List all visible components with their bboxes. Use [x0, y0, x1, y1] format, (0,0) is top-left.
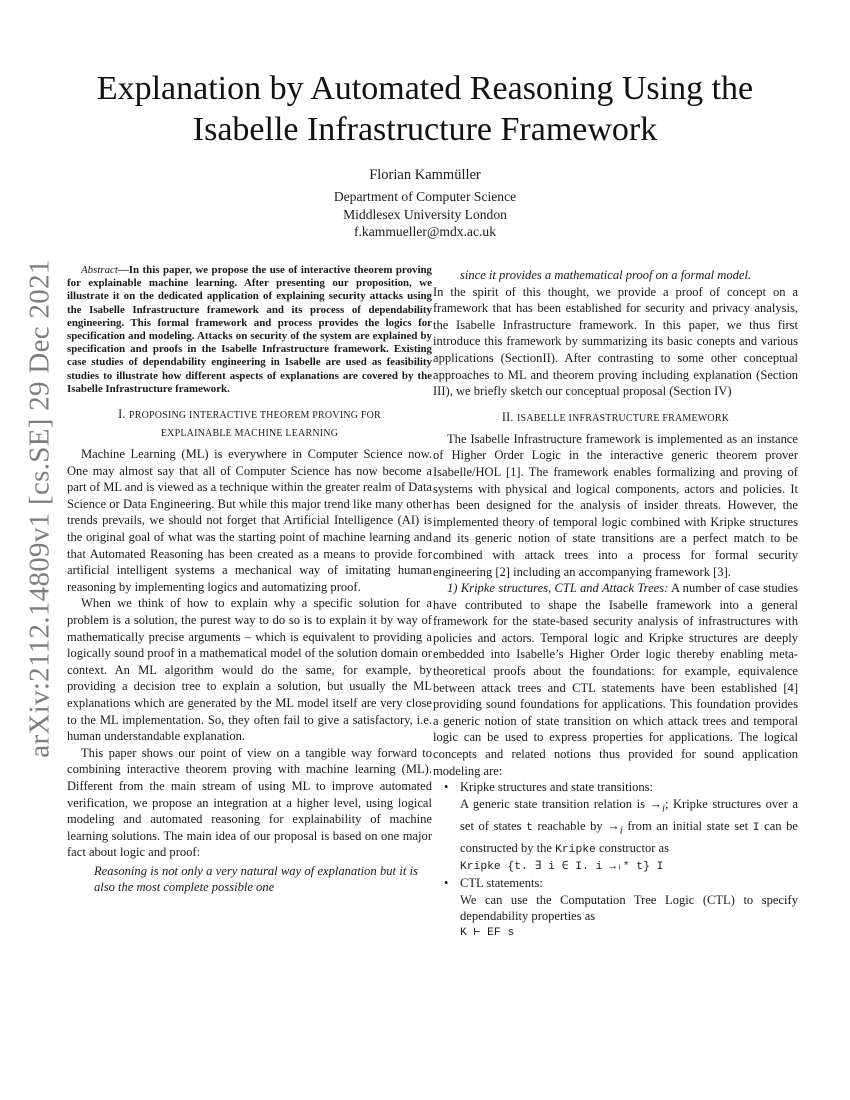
section-1-paragraph-2: When we think of how to explain why a specific solution for a problem is a solution, the purest way to do so is to explain it by way of mathematically precise arguments – which is equivalent to providing a logically sound proof in a mathematical model of the solution domain or context. An ML algorithm would do the same, for example, by providing a decision tree to explain a solution, but usually the ML explanations which are generated by the ML model itself are very close to the ML implementation. So, they often fail to give a satisfactory, i.e. human understandable explanation.	[67, 596, 432, 744]
quote-part-2: since it provides a mathematical proof on a formal model.	[460, 268, 752, 282]
bullet-1-var-I: I	[752, 821, 760, 834]
section-1-title-line-1: PROPOSING INTERACTIVE THEOREM PROVING FOR	[128, 410, 381, 422]
bullet-1-kripke: Kripke	[555, 844, 596, 856]
section-1-heading	[67, 406, 432, 442]
section-1-title-line-2: EXPLAINABLE MACHINE LEARNING	[160, 428, 339, 440]
bullet-1-subscript-2: i	[619, 825, 623, 837]
abstract-label: Abstract	[81, 264, 118, 276]
arxiv-stamp	[8, 258, 72, 758]
bullet-1-subscript: i	[662, 803, 665, 815]
author-name: Florian Kammüller	[369, 167, 481, 183]
bullet-1-var-t: t	[526, 821, 533, 834]
subsection-1-text: A number of case studies have contributed to shape the Isabelle framework into a general framework for the state-based security analysis of infrastructures with policies and actors. Temporal logic and Kripke structures are deeply embedded into Isabelle’s Higher Order logic thereby enabling meta-theoretical proofs about the foundations: for example, equivalence between attack trees and CTL statements have been established [4] providing sound foundations for applications. This foundation provides a generic notion of state transition on which attack trees and temporal logic can be used to express properties for applications. The logical concepts and related notions thus provided for sound application modeling are:	[433, 581, 798, 778]
section-1-paragraph-4: In the spirit of this thought, we provide a proof of concept on a framework that has been established for security and privacy analysis, the Isabelle Infrastructure framework. In this paper, we thus first introduce this framework by summarizing its basic conepts and various applications (SectionII). After contrasting to some other conceptual approaches to ML and theorem proving including explanation (Section III), we briefly sketch our conceptual proposal (Section IV)	[433, 284, 798, 399]
bullet-1-text-e: can be constructed by the	[460, 818, 799, 855]
right-column	[433, 264, 798, 942]
section-2-number: II.	[501, 409, 514, 424]
bullet-1-code: Kripke {t. ∃ i ∈ I. i →ᵢ* t} I	[460, 860, 664, 873]
quote-part-1: Reasoning is not only a very natural way of explanation but it is also the most complete possible one	[94, 863, 418, 895]
section-2-paragraph-1: The Isabelle Infrastructure framework is implemented as an instance of Higher Order Logic in the interactive generic theorem prover Isabelle/HOL [1]. The framework enables formalizing and proving of systems with physical and logical components, actors and policies. It has been designed for the analysis of insider threats. However, the implemented theory of temporal logic combined with Kripke structures and its generic notion of state transitions are a perfect match to be combined with attack trees into a process for formal security engineering [2] including an accompanying framework [3].	[433, 431, 798, 579]
author-email: f.kammueller@mdx.ac.uk	[354, 223, 496, 239]
section-2-title: ISABELLE INFRASTRUCTURE FRAMEWORK	[516, 412, 730, 424]
paper-title	[60, 68, 790, 150]
subsection-1-label: 1) Kripke structures, CTL and Attack Trees:	[447, 581, 669, 596]
abstract-text: —In this paper, we propose the use of interactive theorem proving for explainable machine learning. After presenting our proposition, we illustrate it on the dedicated application of explaining security attacks using the Isabelle Infrastructure framework and its process of dependability engineering. This formal framework and process provides the logics for specification and modeling. Attacks on security of the system are explained by specification and proofs in the Isabelle Infrastructure framework. Existing case studies of dependability engineering in Isabelle are used as feasibility studies to illustrate how different aspects of explanations are covered by the Isabelle Infrastructure framework.	[67, 264, 432, 395]
author-block	[200, 167, 650, 240]
title-line-1: Explanation by Automated Reasoning Using the	[96, 70, 754, 107]
list-item	[433, 875, 798, 941]
arxiv-stamp-text: arXiv:2112.14809v1 [cs.SE] 29 Dec 2021	[23, 258, 56, 758]
bullet-2-body: We can use the Computation Tree Logic (CTL) to specify dependability properties as	[460, 892, 798, 924]
section-1-paragraph-1: Machine Learning (ML) is everywhere in Computer Science now. One may almost say that all of Computer Science has now become a part of ML and is viewed as a technique within the greater realm of Data Science or Data Engineering. But while this major trend like many other trends prevails, we should not forget that Artificial Intelligence (AI) is the original goal of what was the starting point of machine learning and that Automated Reasoning has been created as a means to provide for artificial intelligent systems a mechanical way of imitating human reasoning by implementing logics and automatizing proof.	[67, 447, 432, 594]
bullet-2-code: K ⊢ EF s	[460, 926, 515, 939]
abstract	[67, 264, 432, 396]
bullet-1-text-a: A generic state transition relation is →	[460, 796, 663, 811]
bullet-1-text-c: reachable by →	[532, 818, 620, 833]
bullet-2-title: • CTL statements:	[460, 876, 543, 891]
section-1-paragraph-3: This paper shows our point of view on a tangible way forward to combining interactive theorem proving with machine learning (ML). Different from the main stream of using ML to improve automated verification, we propose an integration at a higher level, using logical modeling and automated reasoning for explainability of machine learning solutions. The main idea of our proposal is based on one major fact about logic and proof:	[67, 745, 432, 860]
concept-list	[433, 779, 798, 941]
bullet-1-body	[460, 796, 798, 859]
title-line-2: Isabelle Infrastructure Framework	[192, 111, 658, 148]
subsection-1-paragraph	[433, 580, 798, 779]
left-column	[67, 264, 432, 896]
bullet-1-text-b: ; Kripke structures over a set of states	[460, 796, 799, 833]
bullet-1-title: • Kripke structures and state transitions:	[460, 780, 654, 795]
section-2-heading	[433, 409, 798, 427]
list-item	[433, 779, 798, 875]
author-dept: Department of Computer Science	[333, 189, 517, 205]
section-1-number: I.	[118, 407, 126, 422]
author-univ: Middlesex University London	[343, 206, 507, 222]
bullet-1-text-f: constructor as	[595, 841, 669, 855]
bullet-1-text-d: from an initial state set	[622, 818, 753, 833]
